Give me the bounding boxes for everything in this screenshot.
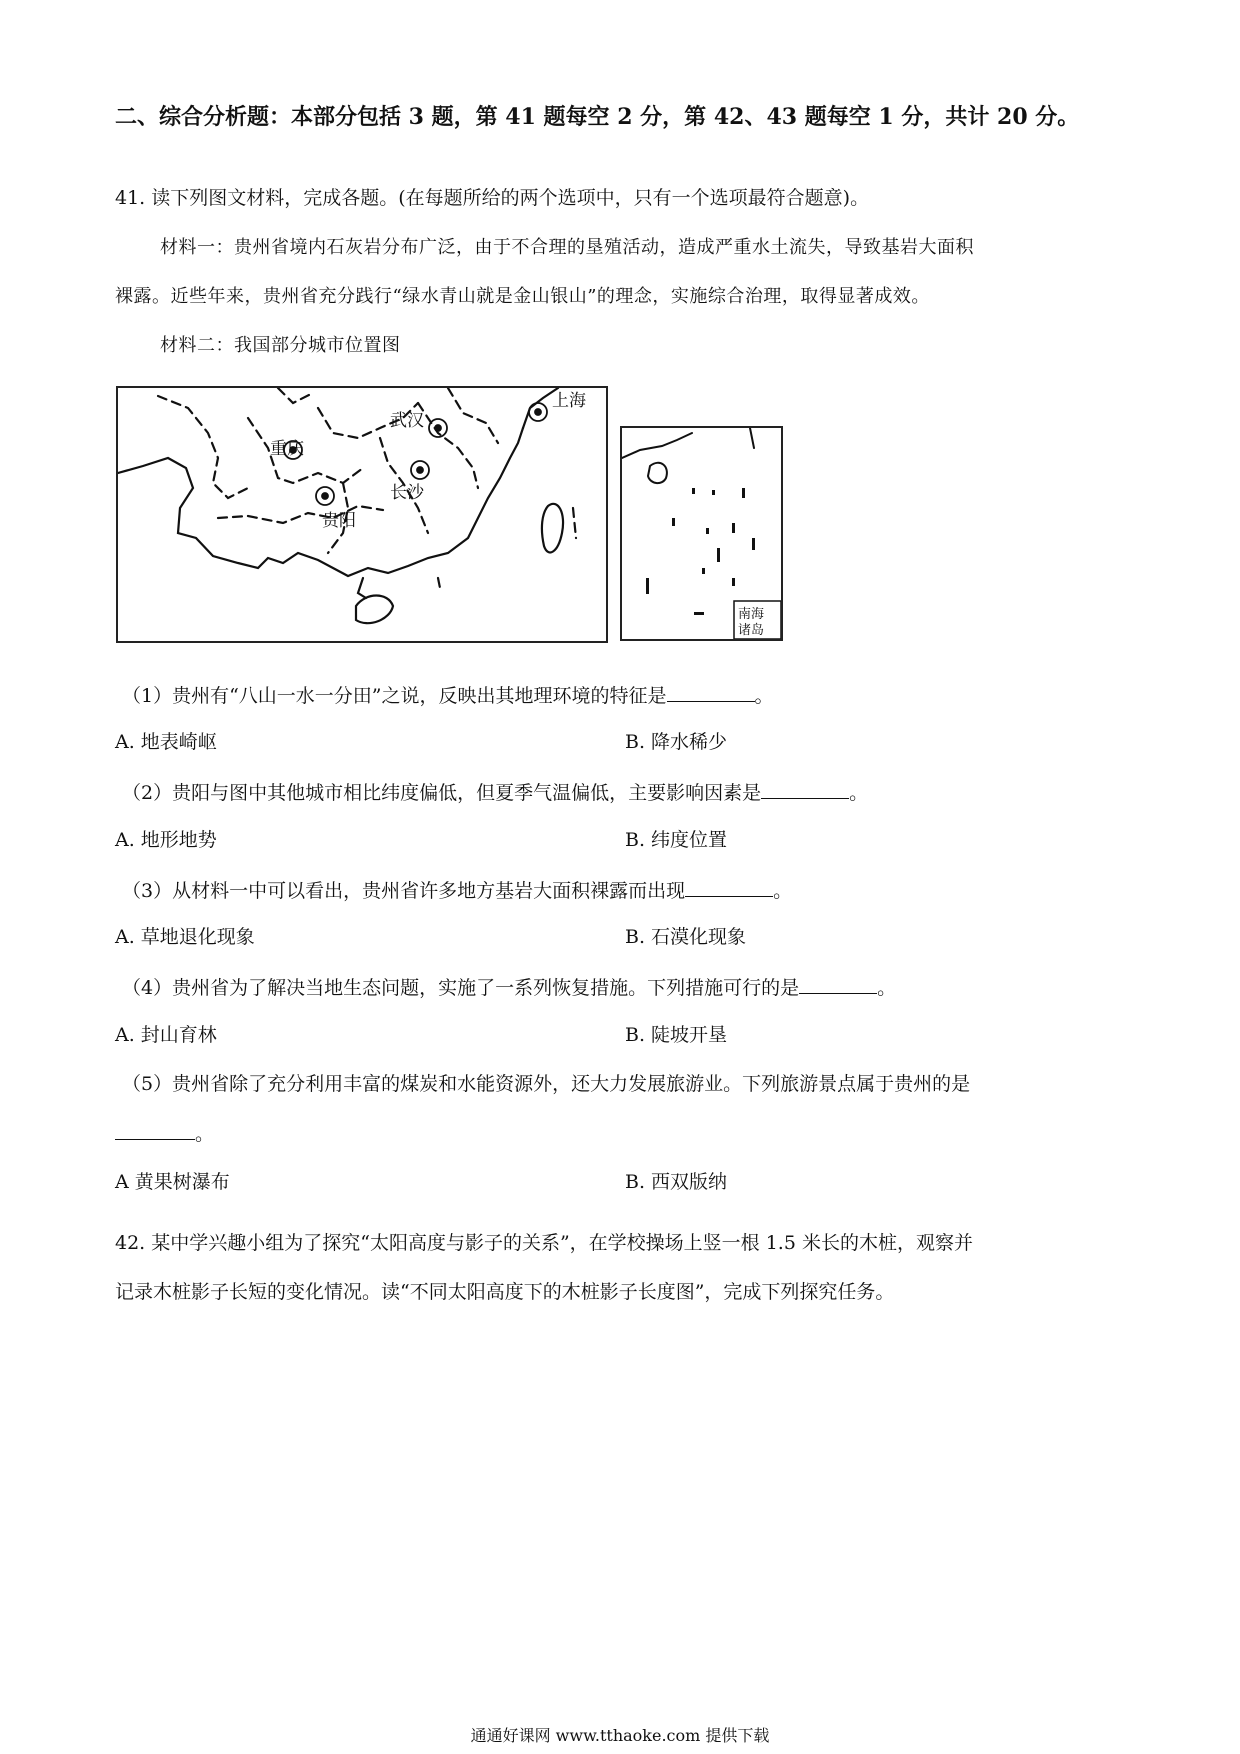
- subquestion-3-option-b[interactable]: B. 石漠化现象: [625, 926, 747, 948]
- page-footer: 通通好课网 www.tthaoke.com 提供下载: [470, 1726, 770, 1745]
- material-2-caption: 材料二：我国部分城市位置图: [160, 335, 401, 356]
- answer-blank-5[interactable]: [115, 1119, 195, 1140]
- province-border-1: [158, 396, 248, 498]
- city-label-changsha: 长沙: [390, 483, 424, 503]
- subquestion-2-option-a[interactable]: A. 地形地势: [115, 829, 217, 851]
- subquestion-3-option-a[interactable]: A. 草地退化现象: [115, 926, 255, 948]
- subquestion-4-option-a[interactable]: A. 封山育林: [115, 1024, 217, 1046]
- subquestion-1-option-a[interactable]: A. 地表崎岖: [115, 731, 217, 753]
- subquestion-2-stem: （2）贵阳与图中其他城市相比纬度偏低，但夏季气温偏低，主要影响因素是: [122, 782, 762, 804]
- map-drawing: [118, 388, 606, 641]
- subquestion-3-stem: （3）从材料一中可以看出，贵州省许多地方基岩大面积裸露而出现: [122, 880, 686, 902]
- material-1-line-2: 裸露。近些年来，贵州省充分践行“绿水青山就是金山银山”的理念，实施综合治理，取得显著成效。: [115, 286, 930, 307]
- answer-blank-1[interactable]: [667, 681, 755, 702]
- answer-blank-2[interactable]: [761, 778, 849, 799]
- city-label-chongqing: 重庆: [270, 439, 304, 459]
- subquestion-4-end: 。: [877, 977, 897, 999]
- question-42-line-1: 42. 某中学兴趣小组为了探究“太阳高度与影子的关系”，在学校操场上竖一根 1.5 米长的木桩，观察并: [115, 1232, 973, 1254]
- subquestion-2: [122, 778, 868, 806]
- province-border-9: [278, 388, 313, 403]
- subquestion-1-option-b[interactable]: B. 降水稀少: [625, 731, 728, 753]
- question-42-line-2: 记录木桩影子长短的变化情况。读“不同太阳高度下的木桩影子长度图”，完成下列探究任务。: [115, 1281, 895, 1303]
- china-city-map: [116, 386, 608, 643]
- city-label-shanghai: 上海: [552, 391, 586, 411]
- subquestion-4-stem: （4）贵州省为了解决当地生态问题，实施了一系列恢复措施。下列措施可行的是: [122, 977, 800, 999]
- subquestion-2-option-b[interactable]: B. 纬度位置: [625, 829, 728, 851]
- inset-hainan: [648, 463, 667, 483]
- subquestion-1-end: 。: [754, 685, 774, 707]
- answer-blank-4[interactable]: [799, 973, 877, 994]
- subquestion-5-option-a[interactable]: A 黄果树瀑布: [115, 1171, 230, 1193]
- city-marker-shanghai: [529, 403, 547, 421]
- province-border-8: [448, 388, 498, 443]
- question-41-stem: 41. 读下列图文材料，完成各题。(在每题所给的两个选项中，只有一个选项最符合题意)。: [115, 187, 870, 209]
- subquestion-5-option-b[interactable]: B. 西双版纳: [625, 1171, 728, 1193]
- subquestion-5-stem: （5）贵州省除了充分利用丰富的煤炭和水能资源外，还大力发展旅游业。下列旅游景点属于贵州的是: [122, 1073, 971, 1095]
- subquestion-5-end: 。: [195, 1123, 215, 1145]
- inset-label-line-2: 诸岛: [738, 623, 765, 638]
- subquestion-2-end: 。: [849, 782, 869, 804]
- subquestion-3: [122, 876, 792, 904]
- hainan-island: [356, 596, 393, 624]
- subquestion-1-stem: （1）贵州有“八山一水一分田”之说，反映出其地理环境的特征是: [122, 685, 667, 707]
- subquestion-1: [122, 681, 774, 709]
- sea-island-dash: [573, 508, 576, 538]
- inset-drawing: [622, 428, 781, 639]
- city-marker-changsha: [411, 461, 429, 479]
- sea-island-dash-2: [438, 578, 440, 588]
- subquestion-4-option-b[interactable]: B. 陡坡开垦: [625, 1024, 728, 1046]
- subquestion-5-blank-line: [115, 1119, 214, 1147]
- inset-taiwan: [750, 428, 754, 448]
- leizhou-peninsula: [358, 578, 366, 598]
- south-china-sea-inset-map: [620, 426, 783, 641]
- taiwan-island: [542, 504, 563, 553]
- subquestion-4: [122, 973, 896, 1001]
- section-title: 二、综合分析题：本部分包括 3 题，第 41 题每空 2 分，第 42、43 题每空 1 分，共计 20 分。: [115, 104, 1080, 130]
- map-border-west: [118, 428, 523, 576]
- province-border-3: [218, 506, 383, 523]
- subquestion-3-end: 。: [773, 880, 793, 902]
- inset-coastline: [622, 433, 692, 458]
- city-label-guiyang: 贵阳: [322, 511, 356, 531]
- province-border-2: [248, 418, 363, 483]
- city-label-wuhan: 武汉: [390, 411, 424, 431]
- city-marker-guiyang: [316, 487, 334, 505]
- inset-label-line-1: 南海: [738, 607, 765, 622]
- answer-blank-3[interactable]: [685, 876, 773, 897]
- material-1-line-1: 材料一：贵州省境内石灰岩分布广泛，由于不合理的垦殖活动，造成严重水土流失，导致基岩大面积: [160, 237, 974, 258]
